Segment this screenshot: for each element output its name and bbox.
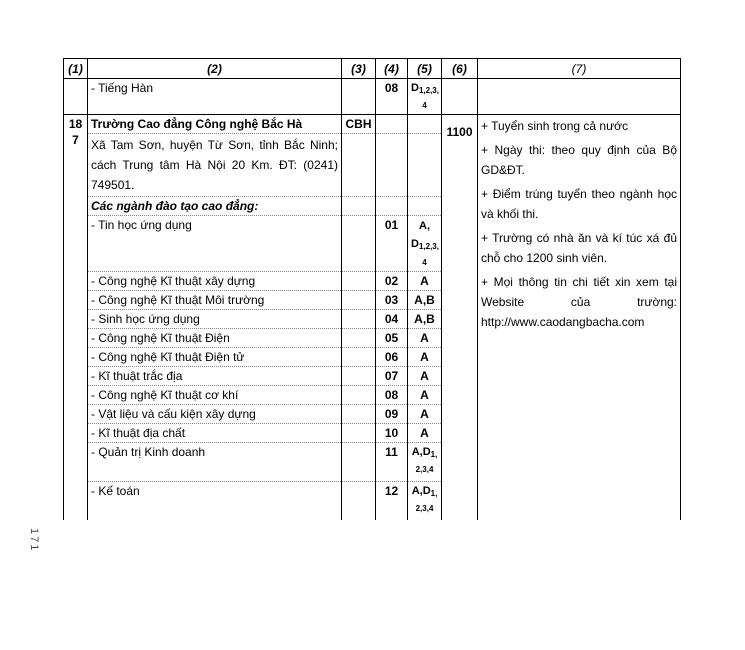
major-code: 08 xyxy=(376,386,408,405)
major-code: 07 xyxy=(376,367,408,386)
exam-group: $D_{1,2,3,}$ 4 xyxy=(408,79,442,115)
table-row xyxy=(64,79,681,115)
major-name: - Vật liệu và cấu kiện xây dựng xyxy=(88,405,342,424)
exam-group: $A,D_{1,}$ 2,3,4 xyxy=(408,482,442,521)
exam-group: A xyxy=(408,405,442,424)
header-col-6: (6) xyxy=(442,59,478,79)
major-code: 02 xyxy=(376,272,408,291)
major-code: 01 xyxy=(376,216,408,272)
major-code: 12 xyxy=(376,482,408,521)
note-item: + Tuyển sinh trong cả nước xyxy=(481,119,628,133)
exam-group: A,B xyxy=(408,291,442,310)
exam-group: A,B xyxy=(408,310,442,329)
note-item: + Điểm trúng tuyển theo ngành học và khối thi. xyxy=(481,187,677,221)
header-col-3: (3) xyxy=(342,59,376,79)
note-item: + Trường có nhà ăn và kí túc xá đủ chỗ cho 1200 sinh viên. xyxy=(481,231,677,265)
header-row xyxy=(64,59,681,79)
major-code: 05 xyxy=(376,329,408,348)
school-row xyxy=(64,115,681,134)
header-col-4: (4) xyxy=(376,59,408,79)
major-code: 04 xyxy=(376,310,408,329)
major-code: 06 xyxy=(376,348,408,367)
header-col-1: (1) xyxy=(64,59,88,79)
major-code: 10 xyxy=(376,424,408,443)
major-name: - Công nghệ Kĩ thuật Điện tử xyxy=(88,348,342,367)
school-symbol: CBH xyxy=(342,115,376,134)
exam-group: A xyxy=(408,367,442,386)
header-col-2: (2) xyxy=(88,59,342,79)
school-index: 18 7 xyxy=(64,115,88,521)
note-item: + Mọi thông tin chi tiết xin xem tại Website của trường: http://www.caodangbacha.com xyxy=(481,275,677,329)
major-code: 03 xyxy=(376,291,408,310)
major-name: - Kế toán xyxy=(88,482,342,521)
school-name: Trường Cao đẳng Công nghệ Bắc Hà xyxy=(88,115,342,134)
major-name: - Quản trị Kinh doanh xyxy=(88,443,342,482)
school-address: Xã Tam Sơn, huyện Từ Sơn, tỉnh Bắc Ninh; cách Trung tâm Hà Nội 20 Km. ĐT: (0241) 749501. xyxy=(88,134,342,197)
major-name: - Công nghệ Kĩ thuật xây dựng xyxy=(88,272,342,291)
section-label: Các ngành đào tạo cao đẳng: xyxy=(88,197,342,216)
admissions-table-page xyxy=(63,58,680,520)
major-name: - Kĩ thuật trắc địa xyxy=(88,367,342,386)
major-code: 11 xyxy=(376,443,408,482)
major-name: - Công nghệ Kĩ thuật Điện xyxy=(88,329,342,348)
major-name: - Sinh học ứng dụng xyxy=(88,310,342,329)
school-notes xyxy=(478,115,681,521)
exam-group: A xyxy=(408,348,442,367)
major-name: - Tin học ứng dụng xyxy=(88,216,342,272)
exam-group: A, $D_{1,2,3,}$ 4 xyxy=(408,216,442,272)
exam-group: A xyxy=(408,329,442,348)
major-name: - Kĩ thuật địa chất xyxy=(88,424,342,443)
major-name: - Công nghệ Kĩ thuật Môi trường xyxy=(88,291,342,310)
exam-group: A xyxy=(408,386,442,405)
exam-group: $A,D_{1,}$ 2,3,4 xyxy=(408,443,442,482)
note-item: + Ngày thi: theo quy định của Bộ GD&ĐT. xyxy=(481,143,677,177)
exam-group: A xyxy=(408,424,442,443)
major-name: - Tiếng Hàn xyxy=(88,79,342,115)
exam-group: A xyxy=(408,272,442,291)
major-code: 08 xyxy=(376,79,408,115)
header-col-5: (5) xyxy=(408,59,442,79)
admissions-table xyxy=(63,58,681,520)
major-code: 09 xyxy=(376,405,408,424)
school-quota: 1100 xyxy=(442,115,478,521)
major-name: - Công nghệ Kĩ thuật cơ khí xyxy=(88,386,342,405)
header-col-7: (7) xyxy=(478,59,681,79)
page-number: 171 xyxy=(28,528,40,553)
